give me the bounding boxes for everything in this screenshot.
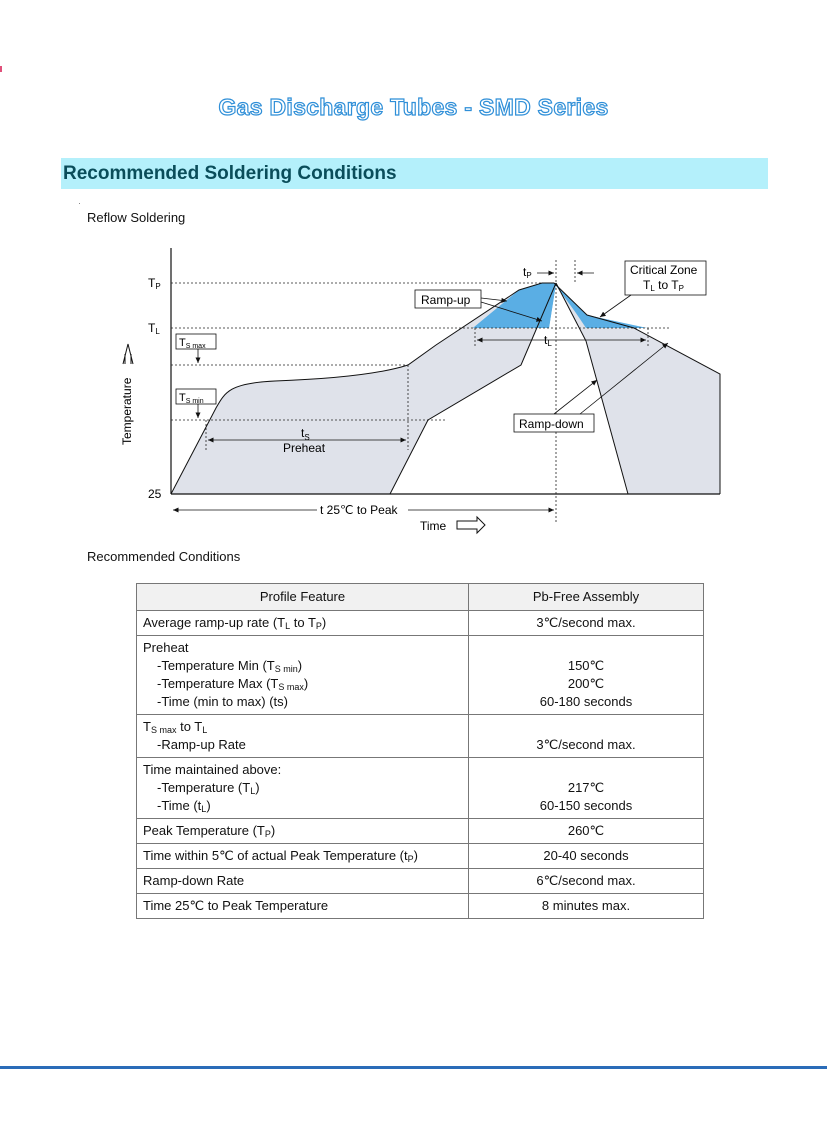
tl-label: TL [148, 321, 160, 336]
section-title: Recommended Soldering Conditions [63, 163, 397, 184]
value-cell: 20-40 seconds [469, 844, 704, 869]
value-cell: 260℃ [469, 819, 704, 844]
footer-divider [0, 1066, 827, 1069]
feature-cell: $T_{S max}$ to $T_L$ -Ramp-up Rate [137, 715, 469, 758]
time-axis-title: Time [420, 519, 447, 533]
value-cell: 150℃ 200℃ 60-180 seconds [469, 636, 704, 715]
ramp-down-pointer-1 [554, 380, 597, 414]
value-cell: 6℃/second max. [469, 869, 704, 894]
table-row [137, 894, 704, 919]
feature-cell: Time 25℃ to Peak Temperature [137, 894, 469, 919]
reflow-soldering-label: Reflow Soldering [87, 210, 186, 225]
table-row [137, 819, 704, 844]
table-row [137, 611, 704, 636]
page-edge-mark [0, 66, 2, 72]
table-row [137, 844, 704, 869]
recommended-conditions-label: Recommended Conditions [87, 549, 241, 564]
reflow-profile-diagram [110, 240, 730, 540]
temperature-arrow-icon [123, 344, 133, 364]
preheat-label: Preheat [283, 441, 326, 455]
ramp-up-label: Ramp-up [421, 293, 471, 307]
table-row [137, 636, 704, 715]
header-profile-feature: Profile Feature [137, 584, 469, 611]
stray-dot [79, 203, 80, 204]
tp-label: TP [148, 276, 161, 291]
feature-cell: Ramp-down Rate [137, 869, 469, 894]
t25-label: 25 [148, 487, 162, 501]
table-header-row [137, 584, 704, 611]
ts-min-text: TS min [179, 392, 204, 405]
feature-cell: Peak Temperature $(T_P)$ [137, 819, 469, 844]
section-header [61, 158, 768, 189]
tp-time-label: tP [523, 265, 532, 280]
ramp-down-label: Ramp-down [519, 417, 584, 431]
value-cell: 3℃/second max. [469, 715, 704, 758]
table-row [137, 715, 704, 758]
ts-label: $t_S$ [301, 426, 310, 442]
ts-max-text: TS max [179, 337, 206, 350]
table-row [137, 758, 704, 819]
ramp-up-pointer-2 [481, 298, 507, 301]
value-cell: 217℃ 60-150 seconds [469, 758, 704, 819]
header-pb-free: Pb-Free Assembly [469, 584, 704, 611]
feature-cell: Time within 5℃ of actual Peak Temperature $(t_P)$ [137, 844, 469, 869]
feature-cell: Preheat -Temperature Min $(T_{S min})$ -Temperature Max $(T_{S max})$ -Time (min to max) (ts) [137, 636, 469, 715]
temperature-axis-title: Temperature [120, 377, 134, 445]
critical-zone-line2: TL to TP [643, 278, 684, 293]
tl-time-label: tL [544, 333, 552, 348]
feature-cell: Time maintained above: -Temperature $(T_L)$ -Time $(t_L)$ [137, 758, 469, 819]
value-cell: 3℃/second max. [469, 611, 704, 636]
feature-cell: Average ramp-up rate ($T_L$ to $T_P$) [137, 611, 469, 636]
critical-zone-pointer [600, 295, 631, 317]
time-arrow-icon [457, 517, 485, 533]
table-row [137, 869, 704, 894]
conditions-table [136, 583, 704, 919]
value-cell: 8 minutes max. [469, 894, 704, 919]
page-title: Gas Discharge Tubes - SMD Series [218, 94, 609, 120]
time-to-peak-label: t 25℃ to Peak [320, 503, 398, 517]
critical-zone-line1: Critical Zone [630, 263, 698, 277]
profile-band [171, 283, 720, 494]
